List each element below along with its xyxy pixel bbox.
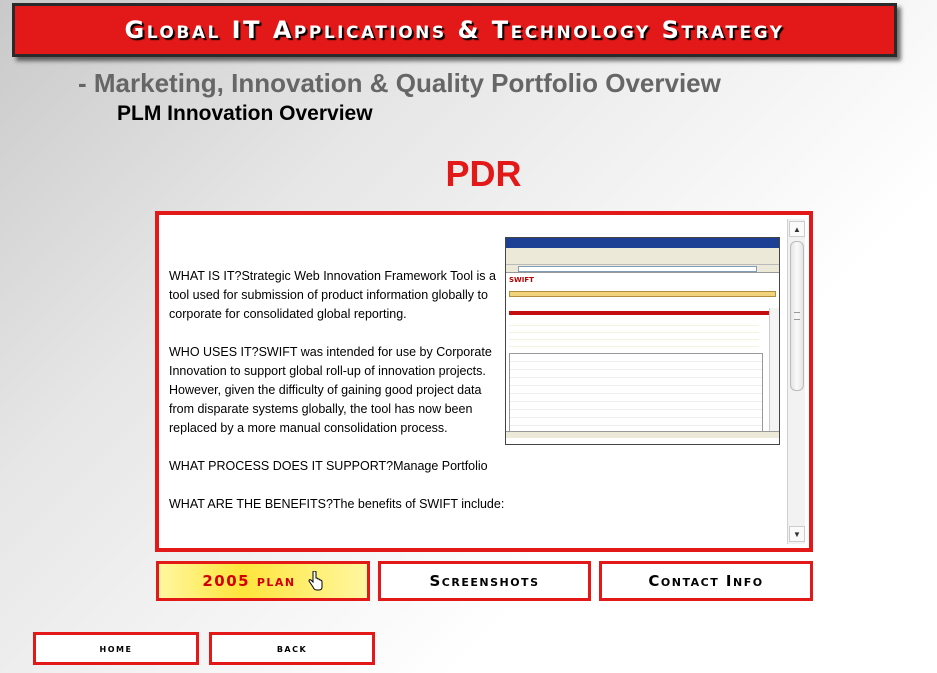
home-button[interactable] bbox=[33, 632, 199, 665]
screenshots-label: Screenshots bbox=[429, 572, 540, 590]
who-uses-it-paragraph: WHO USES IT?SWIFT was intended for use by Corporate Innovation to support global roll-up of innovation projects. However, given the difficulty of gaining good project data from disparate systems globally, the tool has now been replaced by a more manual consolidation process. bbox=[169, 345, 492, 435]
mini-section-bar bbox=[509, 311, 776, 315]
screenshots-button[interactable] bbox=[378, 561, 591, 601]
mini-statusbar bbox=[506, 431, 779, 438]
mini-browser-titlebar bbox=[506, 238, 779, 248]
contact-info-button[interactable] bbox=[599, 561, 813, 601]
content-text bbox=[169, 267, 509, 533]
mini-browser-menu bbox=[506, 248, 779, 255]
portfolio-subtitle: - Marketing, Innovation & Quality Portfolio Overview bbox=[78, 68, 721, 98]
benefits-paragraph: WHAT ARE THE BENEFITS?The benefits of SWIFT include: bbox=[169, 497, 505, 511]
scroll-down-icon[interactable]: ▼ bbox=[789, 526, 805, 542]
content-scroll-area[interactable] bbox=[163, 219, 785, 544]
title-banner bbox=[12, 3, 897, 57]
section-title: PLM Innovation Overview bbox=[117, 102, 373, 125]
back-button[interactable] bbox=[209, 632, 375, 665]
content-frame bbox=[155, 211, 813, 552]
mini-scrollbar bbox=[769, 308, 779, 431]
home-label: home bbox=[99, 642, 133, 655]
hand-cursor-icon bbox=[308, 571, 324, 591]
page-heading: PDR bbox=[445, 153, 522, 194]
mini-browser-page bbox=[506, 273, 779, 438]
swift-logo: SWIFT bbox=[509, 276, 534, 284]
plan-2005-button[interactable] bbox=[156, 561, 370, 601]
swift-screenshot-image bbox=[505, 237, 780, 445]
content-scrollbar[interactable] bbox=[787, 219, 805, 544]
back-label: back bbox=[276, 642, 308, 655]
mini-browser-toolbar bbox=[506, 255, 779, 265]
plan-2005-label: 2005 plan bbox=[202, 572, 296, 590]
mini-checkbox-lists bbox=[509, 353, 763, 435]
process-paragraph: WHAT PROCESS DOES IT SUPPORT?Manage Portfolio bbox=[169, 459, 488, 473]
banner-title: Global IT Applications & Technology Strategy bbox=[124, 16, 785, 44]
mini-browser-address bbox=[506, 265, 779, 273]
mini-tabs bbox=[509, 291, 776, 297]
what-is-it-paragraph: WHAT IS IT?Strategic Web Innovation Framework Tool is a tool used for submission of product information globally to corporate for consolidated global reporting. bbox=[169, 269, 496, 321]
contact-info-label: Contact Info bbox=[648, 572, 764, 590]
mini-form bbox=[509, 319, 759, 349]
scroll-thumb[interactable] bbox=[790, 241, 804, 391]
scroll-up-icon[interactable]: ▲ bbox=[789, 221, 805, 237]
